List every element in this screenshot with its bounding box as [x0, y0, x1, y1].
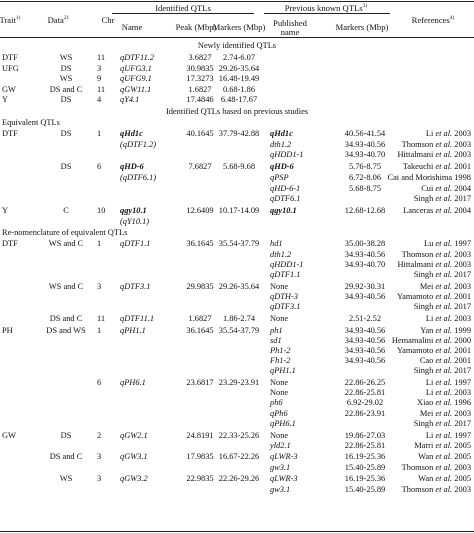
- header-trait-note: 1): [15, 15, 21, 22]
- row-published-markers: 34.93-40.56: [344, 356, 386, 366]
- header-published-name: name: [280, 27, 300, 37]
- row-published-markers: 22.86-25.81: [344, 440, 386, 450]
- row-published-markers: 34.93-40.56: [344, 291, 386, 301]
- row-markers: 5.68-9.68: [222, 162, 256, 172]
- row-name: qGW11.1: [120, 84, 152, 94]
- row-published-name: Fh1-2: [270, 356, 291, 366]
- row-published-markers: 29.92-30.31: [344, 281, 386, 291]
- row-chr: 11: [97, 84, 106, 94]
- row-name: qGW3.1: [120, 452, 148, 462]
- row-published-name: qDTH-3: [270, 291, 298, 301]
- row-published-markers: 34.93-40.56: [344, 139, 386, 149]
- row-chr: 6: [97, 378, 102, 387]
- row-markers: 0.68-1.86: [222, 84, 256, 94]
- row-chr: 10: [97, 206, 106, 216]
- row-reference: Wan et al. 2005: [418, 452, 471, 462]
- row-published-name: qPSP: [270, 172, 289, 182]
- row-peak: 23.6817: [186, 378, 214, 387]
- row-peak: 36.1645: [186, 325, 214, 335]
- row-markers: 35.54-37.79: [218, 239, 260, 249]
- row-reference: Yan et al. 1999: [420, 325, 471, 335]
- row-reference: Hittalmani et al. 2003: [397, 150, 471, 160]
- section-title: Equivalent QTLs: [2, 118, 60, 127]
- row-published-name: qPH1.1: [270, 366, 296, 376]
- row-name: qgy10.1: [120, 206, 147, 216]
- row-name: qHD-6: [120, 162, 144, 172]
- row-markers: 6.48-17.67: [220, 95, 258, 105]
- row-chr: 6: [97, 162, 102, 172]
- previous-underline: [264, 13, 390, 14]
- row-name: qDTF11.2: [120, 53, 155, 62]
- row-reference: Singh et al. 2017: [413, 270, 471, 279]
- row-published-markers: 16.19-25.36: [344, 452, 386, 462]
- row-markers: 22.33-25.26: [218, 430, 260, 440]
- row-reference: Hemamalini et al. 2000: [391, 335, 471, 345]
- row-markers: 1.86-2.74: [222, 313, 256, 323]
- row-markers: 23.29-23.91: [218, 378, 260, 387]
- row-reference: Singh et al. 2017: [413, 366, 471, 376]
- row-reference: Li et al. 2003: [425, 313, 471, 323]
- row-published-name: gw3.1: [270, 462, 291, 472]
- row-published-name: dth1.2: [270, 139, 292, 149]
- row-published-name: qDTF3.1: [270, 302, 301, 312]
- row-reference: Hittalmani et al. 2003: [397, 259, 471, 269]
- header-bottom-rule: [0, 37, 474, 38]
- row-published-markers: 34.93-40.56: [344, 345, 386, 355]
- row-published-markers: 34.93-40.56: [344, 325, 386, 335]
- row-reference: Mei et al. 2003: [419, 281, 471, 291]
- row-published-markers: 22.86-23.91: [344, 408, 386, 418]
- table-bottom-rule: [0, 531, 474, 532]
- row-data: WS and C: [48, 239, 84, 249]
- row-name: qHd1c: [120, 129, 143, 138]
- row-published-markers: 6.72-8.06: [348, 172, 382, 182]
- row-reference: Mei et al. 2003: [419, 408, 471, 418]
- header-references: References$^{4)}$: [411, 15, 455, 25]
- row-chr: 1: [97, 239, 102, 249]
- row-data: DS: [60, 95, 72, 105]
- row-published-markers: 5.68-8.75: [348, 183, 382, 193]
- row-data: WS and C: [48, 281, 84, 291]
- header-peak: Peak (Mbp): [175, 22, 217, 32]
- row-published-markers: 6.92-29.02: [346, 398, 384, 408]
- row-reference: Xiao et al. 1996: [417, 398, 471, 408]
- row-name: qDTF3.1: [120, 281, 151, 291]
- row-published-name: None: [270, 281, 289, 291]
- row-peak: 3.6827: [188, 53, 212, 62]
- row-published-name: qDTF6.1: [270, 194, 301, 204]
- row-published-name: qHDD1-1: [270, 150, 304, 160]
- row-name: qDTF11.1: [120, 313, 155, 323]
- row-reference: Singh et al. 2017: [413, 418, 471, 428]
- row-published-name: hd1: [270, 239, 283, 249]
- row-published-name: None: [270, 313, 289, 323]
- row-reference: Thomson et al. 2003: [401, 139, 471, 149]
- row-name: qY4.1: [120, 95, 140, 105]
- header-markers-prev: Markers (Mbp): [335, 22, 389, 32]
- row-data: WS: [59, 474, 73, 484]
- row-published-markers: 34.93-40.56: [344, 335, 386, 345]
- row-chr: 4: [97, 95, 102, 105]
- row-published-markers: 22.86-26.25: [344, 378, 386, 387]
- row-peak: 30.9835: [186, 63, 214, 73]
- row-chr: 11: [97, 313, 106, 323]
- row-markers: 16.67-22.26: [218, 452, 260, 462]
- row-published-name: qHd1c: [270, 129, 293, 138]
- row-reference: Cai and Morishima 1998: [387, 172, 471, 182]
- row-chr: 9: [97, 74, 102, 84]
- row-data: C: [63, 206, 69, 216]
- header-identified: Identified QTLs: [155, 3, 211, 13]
- row-published-name: yld2.1: [270, 440, 291, 450]
- row-reference: Cui et al. 2004: [421, 183, 471, 193]
- row-data: DS and C: [49, 84, 83, 94]
- row-chr: 11: [97, 53, 106, 62]
- row-name: qGW2.1: [120, 430, 148, 440]
- row-data: DS: [60, 430, 72, 440]
- row-published-markers: 12.68-12.68: [344, 206, 386, 216]
- row-data: DS and C: [49, 313, 83, 323]
- row-trait: GW: [2, 430, 16, 440]
- row-peak: 12.6409: [186, 206, 214, 216]
- row-reference: Wan et al. 2005: [418, 474, 471, 484]
- row-published-name: qPH6.1: [270, 418, 296, 428]
- row-reference: Lanceras et al. 2004: [403, 206, 471, 216]
- row-trait: DTF: [2, 239, 18, 249]
- header-name: Name: [121, 22, 143, 32]
- header-references-note: 4): [449, 15, 455, 22]
- row-data: DS: [60, 162, 72, 172]
- row-published-name: qLWR-3: [270, 474, 298, 484]
- header-data: Data$^{2)}$: [47, 15, 69, 25]
- row-reference: Li et al. 2003: [425, 129, 471, 138]
- row-peak: 17.4846: [186, 95, 214, 105]
- row-peak: 7.6827: [188, 162, 212, 172]
- row-markers: 37.79-42.88: [218, 129, 260, 138]
- row-chr: 3: [97, 474, 102, 484]
- row-reference: Thomson et al. 2003: [401, 462, 471, 472]
- row-markers: 29.26-35.64: [218, 281, 260, 291]
- section-title: Newly identified QTLs: [197, 41, 277, 50]
- row-published-name: gw3.1: [270, 484, 291, 494]
- row-chr: 1: [97, 129, 102, 138]
- row-trait: PH: [2, 325, 13, 335]
- header-chr: Chr: [101, 15, 115, 25]
- identified-underline: [112, 13, 254, 14]
- row-peak: 1.6827: [188, 313, 212, 323]
- row-published-markers: 5.76-8.75: [348, 162, 382, 172]
- section-title: Re-nomenclature of equivalent QTLs: [2, 228, 128, 238]
- row-published-name: qPh6: [270, 408, 288, 418]
- row-published-name: qHDD1-1: [270, 259, 304, 269]
- row-markers: 10.17-14.09: [218, 206, 260, 216]
- row-data: DS: [60, 63, 72, 73]
- row-data: WS: [59, 53, 73, 62]
- row-published-name: sd1: [270, 335, 282, 345]
- row-published-name: ph1: [270, 325, 283, 335]
- row-reference: Singh et al. 2017: [413, 302, 471, 312]
- row-peak: 29.9835: [186, 281, 214, 291]
- row-data: DS and C: [49, 452, 83, 462]
- row-reference: Li et al. 1997: [425, 430, 471, 440]
- header-previous-note: 3): [362, 3, 368, 10]
- row-name: (qDTF6.1): [120, 172, 157, 182]
- row-peak: 1.6827: [188, 84, 212, 94]
- row-peak: 17.9835: [186, 452, 214, 462]
- row-markers: 2.74-6.07: [222, 53, 256, 62]
- header-previous: Previous known QTLs$^{3)}$: [284, 3, 368, 13]
- row-reference: Marri et al. 2005: [414, 440, 471, 450]
- row-name: (qDTF1.2): [120, 139, 157, 149]
- row-reference: Thomson et al. 2003: [401, 484, 471, 494]
- row-published-name: qHD-6-1: [270, 183, 301, 193]
- row-name: qPH6.1: [120, 378, 146, 387]
- row-published-markers: 16.19-25.36: [344, 474, 386, 484]
- row-name: qPH1.1: [120, 325, 146, 335]
- row-published-markers: 35.00-38.28: [344, 239, 386, 249]
- header-published: Published: [273, 18, 307, 28]
- row-chr: 1: [97, 325, 102, 335]
- row-trait: Y: [2, 206, 9, 216]
- row-name: qUFG9.1: [120, 74, 152, 84]
- row-trait: DTF: [2, 53, 18, 62]
- row-markers: 22.26-29.26: [218, 474, 260, 484]
- row-published-name: qHD-6: [270, 162, 294, 172]
- row-chr: 3: [97, 281, 102, 291]
- row-markers: 29.26-35.64: [218, 63, 260, 73]
- row-published-name: dth1.2: [270, 249, 292, 259]
- row-trait: GW: [2, 84, 16, 94]
- row-published-markers: 40.56-41.54: [344, 129, 386, 138]
- row-published-markers: 15.40-25.89: [344, 484, 386, 494]
- row-reference: Yamamoto et al. 2001: [396, 345, 471, 355]
- row-peak: 22.9835: [186, 474, 214, 484]
- row-trait: UFG: [2, 63, 19, 73]
- row-name: qDTF1.1: [120, 239, 151, 249]
- row-data: DS: [60, 129, 72, 138]
- row-data: WS: [59, 74, 73, 84]
- row-peak: 36.1645: [186, 239, 214, 249]
- row-published-markers: 34.93-40.56: [344, 249, 386, 259]
- row-published-name: qDTF1.1: [270, 270, 301, 279]
- row-published-markers: 19.86-27.03: [344, 430, 386, 440]
- table-top-rule: [0, 1, 474, 2]
- row-chr: 3: [97, 63, 102, 73]
- row-published-markers: 22.86-25.81: [344, 388, 386, 398]
- header-data-note: 2): [63, 15, 69, 22]
- row-published-name: qLWR-3: [270, 452, 298, 462]
- row-published-name: None: [270, 378, 289, 387]
- row-published-name: qgy10.1: [270, 206, 297, 216]
- row-trait: DTF: [2, 129, 18, 138]
- row-reference: Li et al. 1997: [425, 378, 471, 387]
- row-reference: Singh et al. 2017: [413, 194, 471, 204]
- row-markers: 16.48-19.49: [218, 74, 260, 84]
- row-published-markers: 34.93-40.70: [344, 259, 386, 269]
- row-published-markers: 2.51-2.52: [348, 313, 382, 323]
- section-title: Identified QTLs based on previous studies: [165, 107, 309, 116]
- row-reference: Yamamoto et al. 2001: [396, 291, 471, 301]
- row-peak: 24.8191: [186, 430, 214, 440]
- row-published-markers: 15.40-25.89: [344, 462, 386, 472]
- row-reference: Takeuchi et al. 2001: [402, 162, 471, 172]
- row-reference: Cao et al. 2001: [419, 356, 471, 366]
- row-published-name: ph6: [270, 398, 283, 408]
- row-peak: 17.3273: [186, 74, 214, 84]
- row-chr: 2: [97, 430, 102, 440]
- row-reference: Thomson et al. 2003: [401, 249, 471, 259]
- row-name: qGW3.2: [120, 474, 148, 484]
- row-data: DS and WS: [46, 325, 86, 335]
- row-name: qUFG3.1: [120, 63, 152, 73]
- header-trait: Trait$^{1)}$: [0, 15, 21, 25]
- row-reference: Li et al. 2003: [425, 388, 471, 398]
- row-published-markers: 34.93-40.70: [344, 150, 386, 160]
- row-chr: 3: [97, 452, 102, 462]
- row-published-name: None: [270, 388, 289, 398]
- row-trait: Y: [2, 95, 9, 105]
- row-peak: 40.1645: [186, 129, 214, 138]
- header-markers: Markers (Mbp): [212, 22, 266, 32]
- row-published-name: None: [270, 430, 289, 440]
- row-reference: Lu et al. 1997: [424, 239, 471, 249]
- row-name: (qY10.1): [120, 216, 150, 226]
- row-published-name: Ph1-2: [270, 345, 291, 355]
- row-markers: 35.54-37.79: [218, 325, 260, 335]
